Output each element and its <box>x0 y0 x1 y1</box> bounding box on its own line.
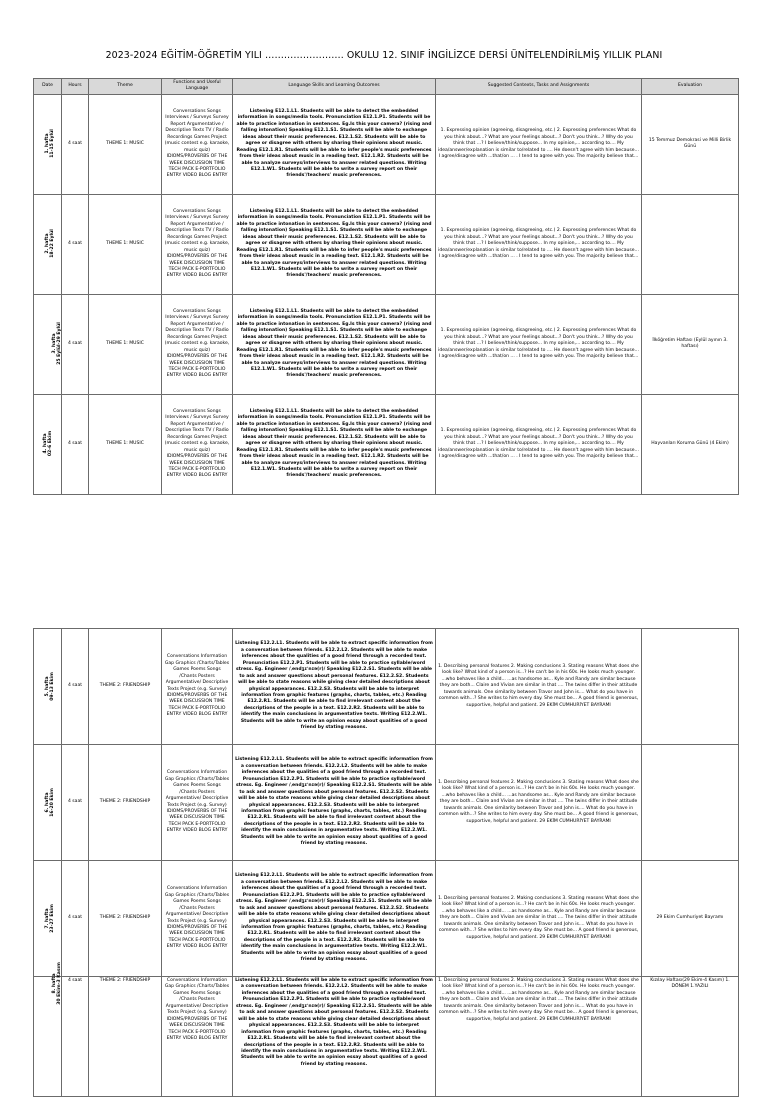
theme-cell: THEME 2: FRIENDSHIP <box>89 629 162 745</box>
evaluation-cell: Kızılay Haftası(29 Ekim-4 Kasım) 1. DÖNEM 1.YAZILI <box>642 977 739 1097</box>
skills-cell: Listening E12.2.L1. Students will be able to extract specific information from a conversation between friends. E12.2.L2. Students will be able to make inferences about the qualities of a good friend through a recorded text. Pronunciation E12.2.P1. Students will be able to practice syllable/word stress. Eg. Engineer /ˌendʒɪˈnɪə(r)/ Speaking E12.2.S1. Students will be able to ask and answer questions about personal features. E12.2.S2. Students will be able to state reasons while giving clear detailed descriptions about physical appearances. E12.2.S3. Students will be able to interpret information from graphic features (graphs, charts, tables, etc.) Reading E12.2.R1. Students will be able to find irrelevant content about the descriptions of the people in a text. E12.2.R2. Students will be able to identify the main conclusions in argumentative texts. Writing E12.2.W1. Students will be able to write an opinion essay about qualities of a good friend by stating reasons. <box>233 861 436 977</box>
hours-cell: 4 saat <box>62 977 89 1097</box>
functions-cell: Conversations Songs Interviews / Surveys Survey Report Argumentative / Descriptive Texts TV / Radio Recordings Games Project (music contest e.g. karaoke, music quiz) IDIOMS/PROVERBS OF THE WEEK DISCUSSION TIME TECH PACK E-PORTFOLIO ENTRY VIDEO BLOG ENTRY <box>162 194 233 294</box>
theme-cell: THEME 1: MUSIC <box>89 394 162 494</box>
header-hours: Hours <box>62 79 89 95</box>
table-row <box>34 294 739 394</box>
hours-cell: 4 saat <box>62 745 89 861</box>
functions-cell: Conversations Information Gap Graphics /Charts/Tables Games Poems Songs /Chants Posters Argumentative/ Descriptive Texts Project (e.g. Survey) IDIOMS/PROVERBS OF THE WEEK DISCUSSION TIME TECH PACK E-PORTFOLIO ENTRY VIDEO BLOG ENTRY <box>162 977 233 1097</box>
theme-cell: THEME 1: MUSIC <box>89 194 162 294</box>
week-date: 2. hafta 18-22 Eylül <box>44 229 56 259</box>
week-date-cell <box>34 194 62 294</box>
hours-cell: 4 saat <box>62 861 89 977</box>
skills-cell: Listening E12.1.L1. Students will be able to detect the embedded information in songs/media tools. Pronunciation E12.1.P1. Students will be able to practice intonation in sentences. Eg.Is this your camera? (rising and falling intonation) Speaking E12.1.S1. Students will be able to exchange ideas about their music preferences. E12.1.S2. Students will be able to agree or disagree with others by sharing their opinions about music. Reading E12.1.R1. Students will be able to infer people's music preferences from their ideas about music in a reading text. E12.1.R2. Students will be able to analyze surveys/interviews to answer related questions. Writing E12.1.W1. Students will be able to write a survey report on their friends'/teachers' music preferences. <box>233 194 436 294</box>
hours-cell: 4 saat <box>62 194 89 294</box>
table-row <box>34 394 739 494</box>
week-date: 4. hafta 02-6 Ekim <box>43 431 54 457</box>
hours-cell: 4 saat <box>62 294 89 394</box>
theme-cell: THEME 2: FRIENDSHIP <box>89 745 162 861</box>
week-date: 8. hafta 30 Ekim-3 Kasım <box>51 962 63 1005</box>
functions-cell: Conversations Songs Interviews / Surveys Survey Report Argumentative / Descriptive Texts TV / Radio Recordings Games Project (music contest e.g. karaoke, music quiz) IDIOMS/PROVERBS OF THE WEEK DISCUSSION TIME TECH PACK E-PORTFOLIO ENTRY VIDEO BLOG ENTRY <box>162 294 233 394</box>
header-theme: Theme <box>89 79 162 95</box>
week-date-cell <box>34 94 62 194</box>
suggested-cell: 1. Expressing opinion (agreeing, disagreeing, etc.) 2. Expressing preferences What do you think about...? What are your feelings about...? Don't you think...? Why do you think that ...? I believe/think/suppose... In my opinion,... according to.... My idea/answer/explanation is similar to/related to .... He doesn't agree with him because... I agree/disagree with ...that/on ... . I tend to agree with you. The majority believe that... <box>436 394 642 494</box>
suggested-cell: 1. Describing personal features 2. Making conclusions 3. Stating reasons What does she look like? What kind of a person is...? He can't be in his 60s. He looks much younger. ...who behaves like a child... ...as handsome as... Kyle and Randy are similar because they are both... Claire and Vivian are similar in that .... The twins differ in their attitude towards animals. One similarity between Travor and John is.... What do you have in common with...? She writes to him every day. She must be... A good friend is generous, supportive, helpful and patient. 29 EKİM CUMHURİYET BAYRAMI <box>436 861 642 977</box>
table-row <box>34 861 739 977</box>
table-header-row <box>34 79 739 95</box>
skills-cell: Listening E12.1.L1. Students will be able to detect the embedded information in songs/media tools. Pronunciation E12.1.P1. Students will be able to practice intonation in sentences. Eg.Is this your camera? (rising and falling intonation) Speaking E12.1.S1. Students will be able to exchange ideas about their music preferences. E12.1.S2. Students will be able to agree or disagree with others by sharing their opinions about music. Reading E12.1.R1. Students will be able to infer people's music preferences from their ideas about music in a reading text. E12.1.R2. Students will be able to analyze surveys/interviews to answer related questions. Writing E12.1.W1. Students will be able to write a survey report on their friends'/teachers' music preferences. <box>233 294 436 394</box>
header-functions: Functions and Useful Language <box>162 79 233 95</box>
functions-cell: Conversations Songs Interviews / Surveys Survey Report Argumentative / Descriptive Texts TV / Radio Recordings Games Project (music contest e.g. karaoke, music quiz) IDIOMS/PROVERBS OF THE WEEK DISCUSSION TIME TECH PACK E-PORTFOLIO ENTRY VIDEO BLOG ENTRY <box>162 394 233 494</box>
yearly-plan-table-music <box>33 78 739 495</box>
week-date-cell <box>34 394 62 494</box>
suggested-cell: 1. Describing personal features 2. Making conclusions 3. Stating reasons What does she look like? What kind of a person is...? He can't be in his 60s. He looks much younger. ...who behaves like a child... ...as handsome as... Kyle and Randy are similar because they are both... Claire and Vivian are similar in that .... The twins differ in their attitude towards animals. One similarity between Travor and John is.... What do you have in common with...? She writes to him every day. She must be... A good friend is generous, supportive, helpful and patient. 29 EKİM CUMHURİYET BAYRAMI <box>436 745 642 861</box>
theme-cell: THEME 1: MUSIC <box>89 94 162 194</box>
header-suggested: Suggested Contexts, Tasks and Assignments <box>436 79 642 95</box>
hours-cell: 4 saat <box>62 629 89 745</box>
table-row <box>34 745 739 861</box>
week-date-cell <box>34 861 62 977</box>
theme-cell: THEME 2: FRIENDSHIP <box>89 977 162 1097</box>
week-date: 7. hafta 23-27 Ekim <box>44 903 56 933</box>
week-date: 6. hafta 16-20 Ekim <box>44 787 56 817</box>
yearly-plan-table-friendship <box>33 628 739 1097</box>
evaluation-cell <box>642 745 739 861</box>
suggested-cell: 1. Expressing opinion (agreeing, disagreeing, etc.) 2. Expressing preferences What do you think about...? What are your feelings about...? Don't you think...? Why do you think that ...? I believe/think/suppose... In my opinion,... according to.... My idea/answer/explanation is similar to/related to .... He doesn't agree with him because... I agree/disagree with ...that/on ... . I tend to agree with you. The majority believe that... <box>436 194 642 294</box>
evaluation-cell: 29 Ekim Cumhuriyet Bayramı <box>642 861 739 977</box>
suggested-cell: 1. Expressing opinion (agreeing, disagreeing, etc.) 2. Expressing preferences What do you think about...? What are your feelings about...? Don't you think...? Why do you think that ...? I believe/think/suppose... In my opinion,... according to.... My idea/answer/explanation is similar to/related to .... He doesn't agree with him because... I agree/disagree with ...that/on ... . I tend to agree with you. The majority believe that... <box>436 94 642 194</box>
functions-cell: Conversations Songs Interviews / Surveys Survey Report Argumentative / Descriptive Texts TV / Radio Recordings Games Project (music contest e.g. karaoke, music quiz) IDIOMS/PROVERBS OF THE WEEK DISCUSSION TIME TECH PACK E-PORTFOLIO ENTRY VIDEO BLOG ENTRY <box>162 94 233 194</box>
table-row <box>34 977 739 1097</box>
evaluation-cell: İlköğretim Haftası (Eylül ayının 3. haftası) <box>642 294 739 394</box>
functions-cell: Conversations Information Gap Graphics /Charts/Tables Games Poems Songs /Chants Posters Argumentative/ Descriptive Texts Project (e.g. Survey) IDIOMS/PROVERBS OF THE WEEK DISCUSSION TIME TECH PACK E-PORTFOLIO ENTRY VIDEO BLOG ENTRY <box>162 745 233 861</box>
week-date-cell <box>34 294 62 394</box>
functions-cell: Conversations Information Gap Graphics /Charts/Tables Games Poems Songs /Chants Posters Argumentative/ Descriptive Texts Project (e.g. Survey) IDIOMS/PROVERBS OF THE WEEK DISCUSSION TIME TECH PACK E-PORTFOLIO ENTRY VIDEO BLOG ENTRY <box>162 629 233 745</box>
skills-cell: Listening E12.1.L1. Students will be able to detect the embedded information in songs/media tools. Pronunciation E12.1.P1. Students will be able to practice intonation in sentences. Eg.Is this your camera? (rising and falling intonation) Speaking E12.1.S1. Students will be able to exchange ideas about their music preferences. E12.1.S2. Students will be able to agree or disagree with others by sharing their opinions about music. Reading E12.1.R1. Students will be able to infer people's music preferences from their ideas about music in a reading text. E12.1.R2. Students will be able to analyze surveys/interviews to answer related questions. Writing E12.1.W1. Students will be able to write a survey report on their friends'/teachers' music preferences. <box>233 394 436 494</box>
week-date-cell <box>34 629 62 745</box>
document-title: 2023-2024 EĞİTİM-ÖĞRETİM YILI ……………………. OKULU 12. SINIF İNGİLİZCE DERSİ ÜNİTELENDİRİLMİŞ YILLIK PLANI <box>105 50 663 61</box>
header-evaluation: Evaluation <box>642 79 739 95</box>
week-date: 1. hafta 11-15 Eylül <box>44 129 56 159</box>
week-date: 5. hafta 09-13 Ekim <box>44 671 56 701</box>
functions-cell: Conversations Information Gap Graphics /Charts/Tables Games Poems Songs /Chants Posters Argumentative/ Descriptive Texts Project (e.g. Survey) IDIOMS/PROVERBS OF THE WEEK DISCUSSION TIME TECH PACK E-PORTFOLIO ENTRY VIDEO BLOG ENTRY <box>162 861 233 977</box>
suggested-cell: 1. Describing personal features 2. Making conclusions 3. Stating reasons What does she look like? What kind of a person is...? He can't be in his 60s. He looks much younger. ...who behaves like a child... ...as handsome as... Kyle and Randy are similar because they are both... Claire and Vivian are similar in that .... The twins differ in their attitude towards animals. One similarity between Travor and John is.... What do you have in common with...? She writes to him every day. She must be... A good friend is generous, supportive, helpful and patient. 29 EKİM CUMHURİYET BAYRAMI <box>436 629 642 745</box>
skills-cell: Listening E12.2.L1. Students will be able to extract specific information from a conversation between friends. E12.2.L2. Students will be able to make inferences about the qualities of a good friend through a recorded text. Pronunciation E12.2.P1. Students will be able to practice syllable/word stress. Eg. Engineer /ˌendʒɪˈnɪə(r)/ Speaking E12.2.S1. Students will be able to ask and answer questions about personal features. E12.2.S2. Students will be able to state reasons while giving clear detailed descriptions about physical appearances. E12.2.S3. Students will be able to interpret information from graphic features (graphs, charts, tables, etc.) Reading E12.2.R1. Students will be able to find irrelevant content about the descriptions of the people in a text. E12.2.R2. Students will be able to identify the main conclusions in argumentative texts. Writing E12.2.W1. Students will be able to write an opinion essay about qualities of a good friend by stating reasons. <box>233 977 436 1097</box>
table-row <box>34 194 739 294</box>
skills-cell: Listening E12.2.L1. Students will be able to extract specific information from a conversation between friends. E12.2.L2. Students will be able to make inferences about the qualities of a good friend through a recorded text. Pronunciation E12.2.P1. Students will be able to practice syllable/word stress. Eg. Engineer /ˌendʒɪˈnɪə(r)/ Speaking E12.2.S1. Students will be able to ask and answer questions about personal features. E12.2.S2. Students will be able to state reasons while giving clear detailed descriptions about physical appearances. E12.2.S3. Students will be able to interpret information from graphic features (graphs, charts, tables, etc.) Reading E12.2.R1. Students will be able to find irrelevant content about the descriptions of the people in a text. E12.2.R2. Students will be able to identify the main conclusions in argumentative texts. Writing E12.2.W1. Students will be able to write an opinion essay about qualities of a good friend by stating reasons. <box>233 745 436 861</box>
evaluation-cell <box>642 629 739 745</box>
evaluation-cell <box>642 194 739 294</box>
skills-cell: Listening E12.2.L1. Students will be able to extract specific information from a conversation between friends. E12.2.L2. Students will be able to make inferences about the qualities of a good friend through a recorded text. Pronunciation E12.2.P1. Students will be able to practice syllable/word stress. Eg. Engineer /ˌendʒɪˈnɪə(r)/ Speaking E12.2.S1. Students will be able to ask and answer questions about personal features. E12.2.S2. Students will be able to state reasons while giving clear detailed descriptions about physical appearances. E12.2.S3. Students will be able to interpret information from graphic features (graphs, charts, tables, etc.) Reading E12.2.R1. Students will be able to find irrelevant content about the descriptions of the people in a text. E12.2.R2. Students will be able to identify the main conclusions in argumentative texts. Writing E12.2.W1. Students will be able to write an opinion essay about qualities of a good friend by stating reasons. <box>233 629 436 745</box>
theme-cell: THEME 2: FRIENDSHIP <box>89 861 162 977</box>
week-date-cell <box>34 962 63 1097</box>
header-date: Date <box>34 79 62 95</box>
week-date-cell <box>34 745 62 861</box>
table-row <box>34 94 739 194</box>
skills-cell: Listening E12.1.L1. Students will be able to detect the embedded information in songs/media tools. Pronunciation E12.1.P1. Students will be able to practice intonation in sentences. Eg.Is this your camera? (rising and falling intonation) Speaking E12.1.S1. Students will be able to exchange ideas about their music preferences. E12.1.S2. Students will be able to agree or disagree with others by sharing their opinions about music. Reading E12.1.R1. Students will be able to infer people's music preferences from their ideas about music in a reading text. E12.1.R2. Students will be able to analyze surveys/interviews to answer related questions. Writing E12.1.W1. Students will be able to write a survey report on their friends'/teachers' music preferences. <box>233 94 436 194</box>
hours-cell: 4 saat <box>62 394 89 494</box>
suggested-cell: 1. Expressing opinion (agreeing, disagreeing, etc.) 2. Expressing preferences What do you think about...? What are your feelings about...? Don't you think...? Why do you think that ...? I believe/think/suppose... In my opinion,... according to.... My idea/answer/explanation is similar to/related to .... He doesn't agree with him because... I agree/disagree with ...that/on ... . I tend to agree with you. The majority believe that... <box>436 294 642 394</box>
hours-cell: 4 saat <box>62 94 89 194</box>
header-skills: Language Skills and Learning Outcomes <box>233 79 436 95</box>
suggested-cell: 1. Describing personal features 2. Making conclusions 3. Stating reasons What does she look like? What kind of a person is...? He can't be in his 60s. He looks much younger. ...who behaves like a child... ...as handsome as... Kyle and Randy are similar because they are both... Claire and Vivian are similar in that .... The twins differ in their attitude towards animals. One similarity between Travor and John is.... What do you have in common with...? She writes to him every day. She must be... A good friend is generous, supportive, helpful and patient. 29 EKİM CUMHURİYET BAYRAMI <box>436 977 642 1097</box>
evaluation-cell: 15 Temmuz Demokrasi ve Milli Birlik Günü <box>642 94 739 194</box>
theme-cell: THEME 1: MUSIC <box>89 294 162 394</box>
evaluation-cell: Hayvanları Koruma Günü (4 Ekim) <box>642 394 739 494</box>
week-date: 3. hafta 25 Eylül-29 Eylül <box>51 322 63 366</box>
table-row <box>34 629 739 745</box>
